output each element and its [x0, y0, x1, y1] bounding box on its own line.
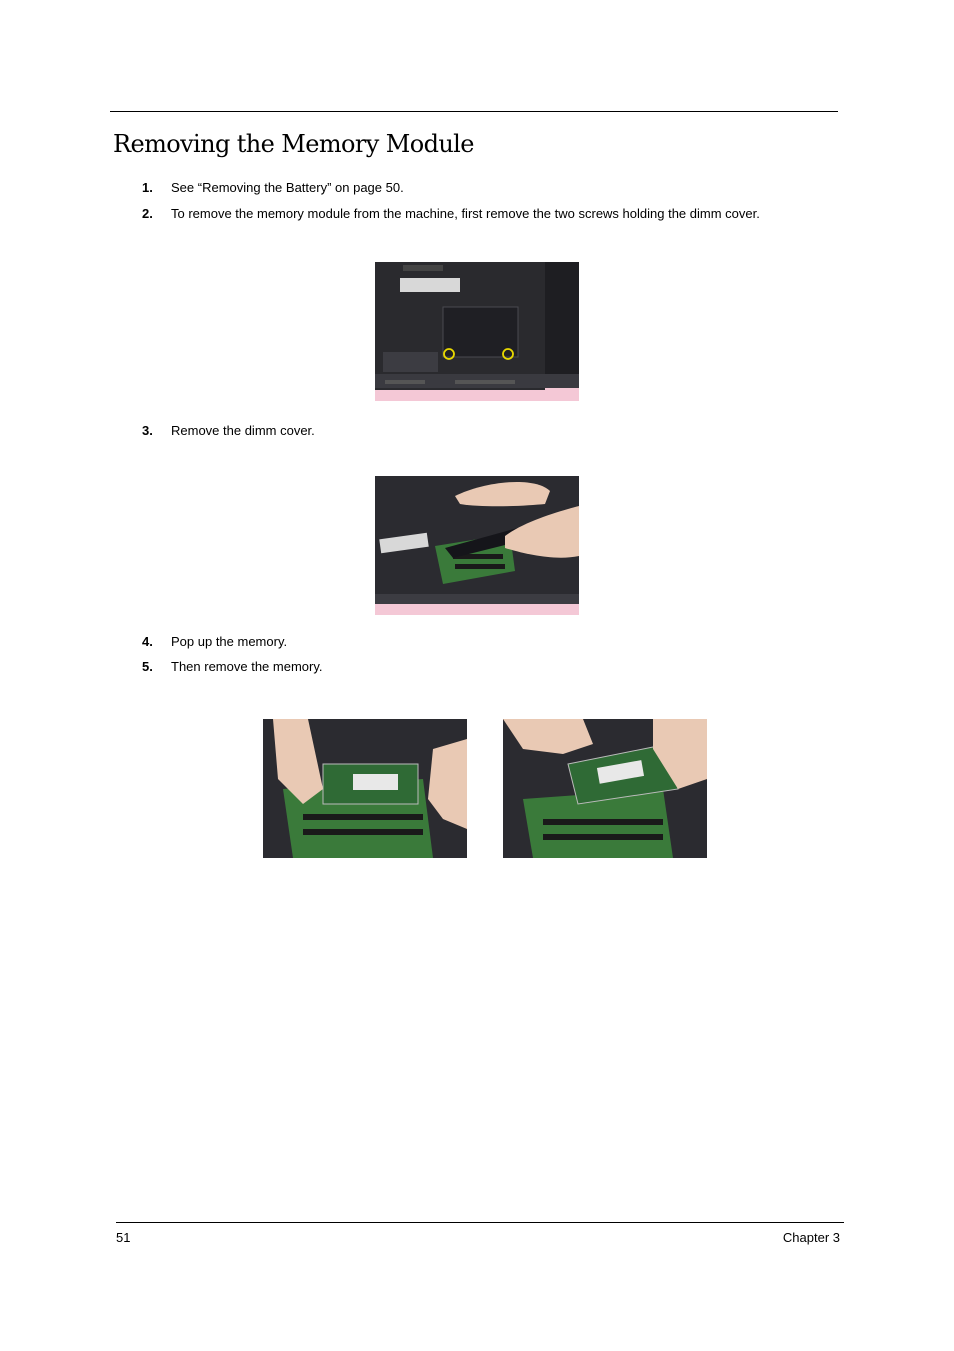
page-number: 51: [116, 1230, 131, 1245]
chapter-label: Chapter 3: [782, 1230, 840, 1245]
step-number: 1.: [142, 180, 153, 195]
footer-rule: [116, 1222, 844, 1223]
page-title: Removing the Memory Module: [113, 130, 474, 158]
step-text: Then remove the memory.: [171, 659, 323, 674]
step-text: See “Removing the Battery” on page 50.: [171, 180, 404, 195]
step-number: 2.: [142, 206, 153, 221]
header-rule: [110, 111, 838, 112]
photo-pop-up-memory: [263, 719, 467, 858]
step-number: 5.: [142, 659, 153, 674]
photo-dimm-cover-screws: [375, 262, 579, 401]
step-text: Remove the dimm cover.: [171, 423, 315, 438]
step-text: To remove the memory module from the machine, first remove the two screws holding the dimm cover.: [171, 206, 760, 221]
photo-remove-memory: [503, 719, 707, 858]
photo-remove-dimm-cover: [375, 476, 579, 615]
step-number: 3.: [142, 423, 153, 438]
step-text: Pop up the memory.: [171, 634, 288, 649]
step-number: 4.: [142, 634, 153, 649]
